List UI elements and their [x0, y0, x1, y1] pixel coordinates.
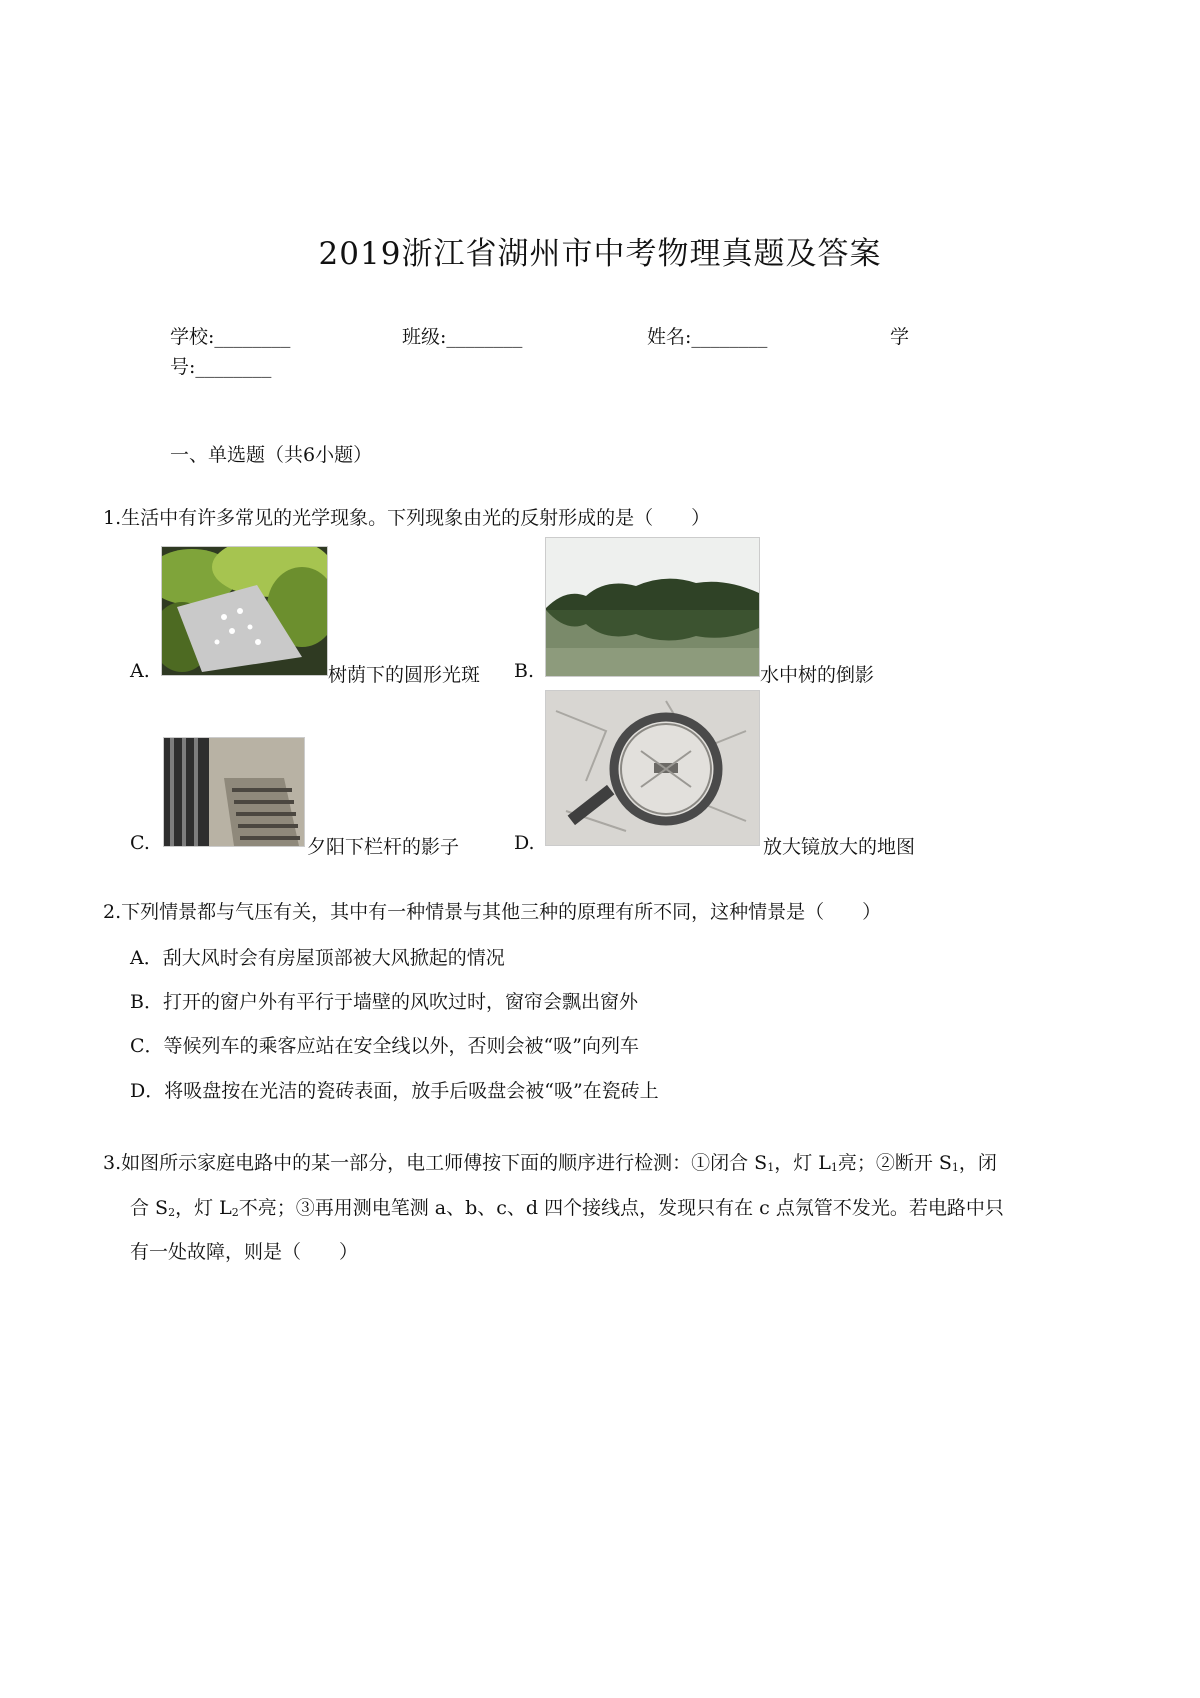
question-3-line-1	[103, 1148, 997, 1183]
subscript: 2	[168, 1206, 176, 1219]
option-a-caption: 树荫下的圆形光斑	[328, 664, 481, 686]
question-2-option-d: D．将吸盘按在光洁的瓷砖表面，放手后吸盘会被“吸”在瓷砖上	[130, 1080, 659, 1102]
option-c-caption: 夕阳下栏杆的影子	[307, 836, 460, 858]
option-c-label: C.	[130, 832, 150, 854]
q3-text: ，灯 L	[175, 1197, 232, 1219]
question-2-option-a: A．刮大风时会有房屋顶部被大风掀起的情况	[130, 947, 505, 969]
page-title: 2019浙江省湖州市中考物理真题及答案	[318, 236, 882, 272]
option-b-caption: 水中树的倒影	[760, 664, 875, 686]
option-b-label: B.	[514, 660, 535, 682]
q3-text: ，灯 L	[774, 1152, 831, 1174]
q3-text: 亮；②断开 S	[837, 1152, 952, 1174]
question-2-option-b: B．打开的窗户外有平行于墙壁的风吹过时，窗帘会飘出窗外	[130, 991, 638, 1013]
question-2-stem: 2.下列情景都与气压有关，其中有一种情景与其他三种的原理有所不同，这种情景是（ ）	[103, 901, 882, 923]
subscript: 2	[231, 1206, 239, 1219]
q3-text: 合 S	[130, 1197, 169, 1219]
option-a-image	[161, 546, 328, 676]
student-id-field-part2: 号:________	[170, 356, 272, 378]
option-d-label: D.	[514, 832, 535, 854]
school-field: 学校:________	[170, 326, 291, 348]
question-1-stem: 1.生活中有许多常见的光学现象。下列现象由光的反射形成的是（ ）	[103, 507, 711, 529]
option-a-label: A.	[130, 660, 150, 682]
name-field: 姓名:________	[647, 326, 768, 348]
option-d-image	[545, 690, 760, 846]
subscript: 1	[767, 1161, 775, 1174]
option-b-image	[545, 537, 760, 677]
subscript: 1	[951, 1161, 959, 1174]
section-heading: 一、单选题（共6小题）	[170, 444, 373, 466]
student-id-field-part1: 学	[890, 326, 910, 348]
q3-text: 不亮；③再用测电笔测 a、b、c、d 四个接线点，发现只有在 c 点氖管不发光。若电路中只	[238, 1197, 1004, 1219]
q3-text: 3.如图所示家庭电路中的某一部分，电工师傅按下面的顺序进行检测：①闭合 S	[103, 1152, 768, 1174]
subscript: 1	[830, 1161, 838, 1174]
question-3-line-3: 有一处故障，则是（ ）	[130, 1241, 359, 1263]
class-field: 班级:________	[402, 326, 523, 348]
q3-text: ，闭	[958, 1152, 997, 1174]
question-3-line-2	[130, 1193, 1004, 1228]
option-d-caption: 放大镜放大的地图	[763, 836, 916, 858]
option-c-image	[163, 737, 305, 847]
question-2-option-c: C．等候列车的乘客应站在安全线以外，否则会被“吸”向列车	[130, 1035, 639, 1057]
